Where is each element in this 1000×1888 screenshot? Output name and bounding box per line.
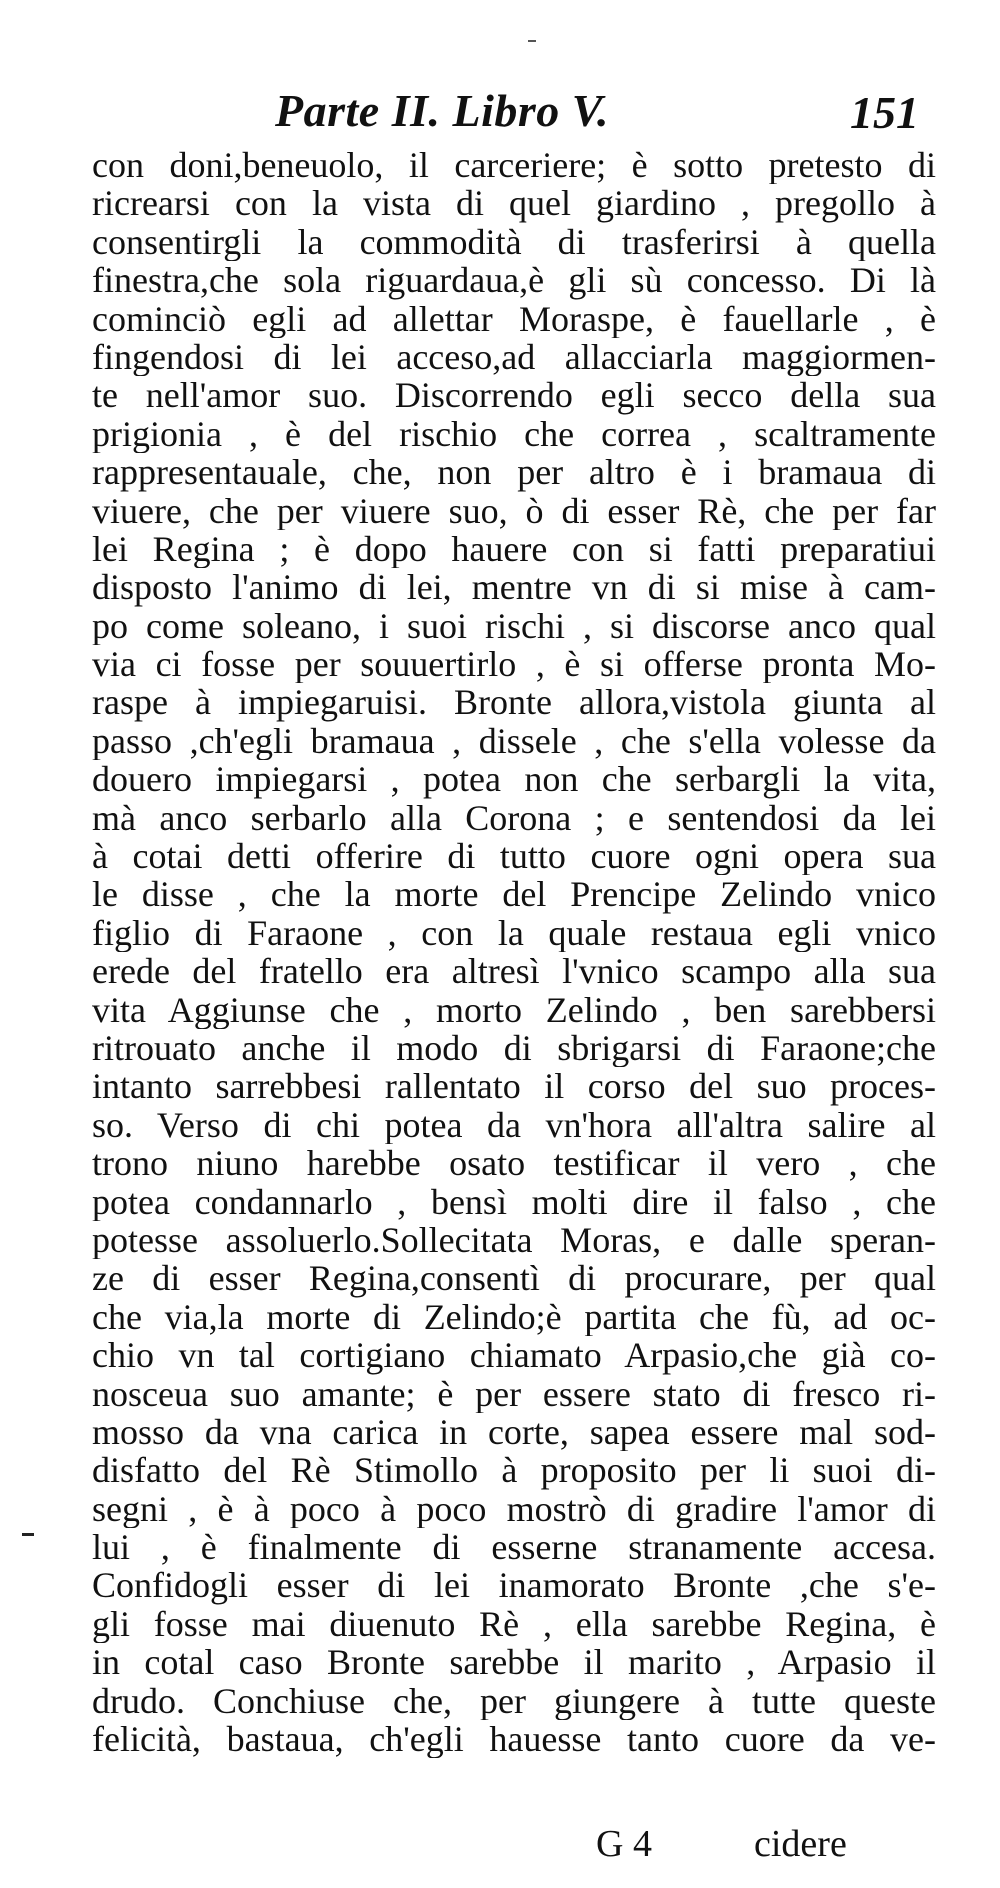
text-line: con doni,beneuolo, il carceriere; è sotto pretesto di	[92, 146, 936, 185]
text-line: à cotai detti offerire di tutto cuore ogni opera sua	[92, 837, 936, 876]
ink-speck	[528, 40, 536, 42]
text-line: le disse , che la morte del Prencipe Zelindo vnico	[92, 875, 936, 914]
text-line: gli fosse mai diuenuto Rè , ella sarebbe Regina, è	[92, 1604, 936, 1644]
text-line: rappresentauale, che, non per altro è i bramaua di	[92, 453, 936, 492]
margin-mark	[22, 1533, 34, 1536]
text-line: so. Verso di chi potea da vn'hora all'altra salire al	[92, 1105, 936, 1145]
text-line: figlio di Faraone , con la quale restaua egli vnico	[92, 913, 936, 953]
text-line: via ci fosse per souuertirlo , è si offerse pronta Mo-	[92, 645, 936, 684]
text-line: mosso da vna carica in corte, sapea essere mal sod-	[92, 1412, 936, 1452]
text-line: nosceua suo amante; è per essere stato di fresco ri-	[92, 1374, 936, 1413]
text-line: prigionia , è del rischio che correa , scaltramente	[92, 414, 936, 454]
text-line: viuere, che per viuere suo, ò di esser Rè, che per far	[92, 491, 936, 530]
running-head: Parte II. Libro V.	[275, 85, 610, 136]
text-line: intanto sarrebbesi rallentato il corso del suo proces-	[92, 1067, 936, 1106]
text-line: ritrouato anche il modo di sbrigarsi di Faraone;che	[92, 1028, 936, 1068]
text-line: vita Aggiunse che , morto Zelindo , ben sarebbersi	[92, 990, 936, 1029]
text-line: disfatto del Rè Stimollo à proposito per li suoi di-	[92, 1451, 936, 1490]
catchword: cidere	[754, 1823, 847, 1865]
text-line: lui , è finalmente di esserne stranamente accesa.	[92, 1528, 936, 1567]
text-line: passo ,ch'egli bramaua , dissele , che s'ella volesse da	[92, 721, 936, 761]
text-line: drudo. Conchiuse che, per giungere à tutte queste	[92, 1681, 936, 1721]
text-line: ricrearsi con la vista di quel giardino , pregollo à	[92, 184, 936, 223]
text-line: disposto l'animo di lei, mentre vn di si mise à cam-	[92, 568, 936, 607]
text-line: potesse assoluerlo.Sollecitata Moras, e dalle speran-	[92, 1220, 936, 1260]
text-line: felicità, bastaua, ch'egli hauesse tanto cuore da ve-	[92, 1720, 936, 1759]
text-line: chio vn tal cortigiano chiamato Arpasio,che già co-	[92, 1336, 936, 1375]
text-line: cominciò egli ad allettar Moraspe, è fauellarle , è	[92, 299, 936, 338]
text-line: che via,la morte di Zelindo;è partita che fù, ad oc-	[92, 1297, 936, 1337]
signature-mark: G 4	[596, 1823, 652, 1865]
text-line: in cotal caso Bronte sarebbe il marito , Arpasio il	[92, 1643, 936, 1682]
text-line: po come soleano, i suoi rischi , si discorse anco qual	[92, 606, 936, 646]
text-line: te nell'amor suo. Discorrendo egli secco della sua	[92, 376, 936, 415]
page-footer	[596, 1822, 936, 1866]
body-text	[92, 146, 936, 1758]
text-line: potea condannarlo , bensì molti dire il falso , che	[92, 1182, 936, 1221]
text-line: fingendosi di lei acceso,ad allacciarla maggiormen-	[92, 337, 936, 377]
text-line: douero impiegarsi , potea non che serbargli la vita,	[92, 760, 936, 799]
text-line: segni , è à poco à poco mostrò di gradire l'amor di	[92, 1489, 936, 1529]
page-number: 151	[850, 87, 919, 138]
text-line: trono niuno harebbe osato testificar il vero , che	[92, 1144, 936, 1183]
text-line: erede del fratello era altresì l'vnico scampo alla sua	[92, 952, 936, 991]
text-line: lei Regina ; è dopo hauere con si fatti preparatiui	[92, 529, 936, 569]
text-line: ze di esser Regina,consentì di procurare, per qual	[92, 1259, 936, 1298]
text-line: Confidogli esser di lei inamorato Bronte ,che s'e-	[92, 1566, 936, 1605]
text-line: finestra,che sola riguardaua,è gli sù concesso. Di là	[92, 261, 936, 300]
text-line: mà anco serbarlo alla Corona ; e sentendosi da lei	[92, 798, 936, 838]
text-line: raspe à impiegaruisi. Bronte allora,vistola giunta al	[92, 683, 936, 722]
text-line: consentirgli la commodità di trasferirsi à quella	[92, 222, 936, 262]
